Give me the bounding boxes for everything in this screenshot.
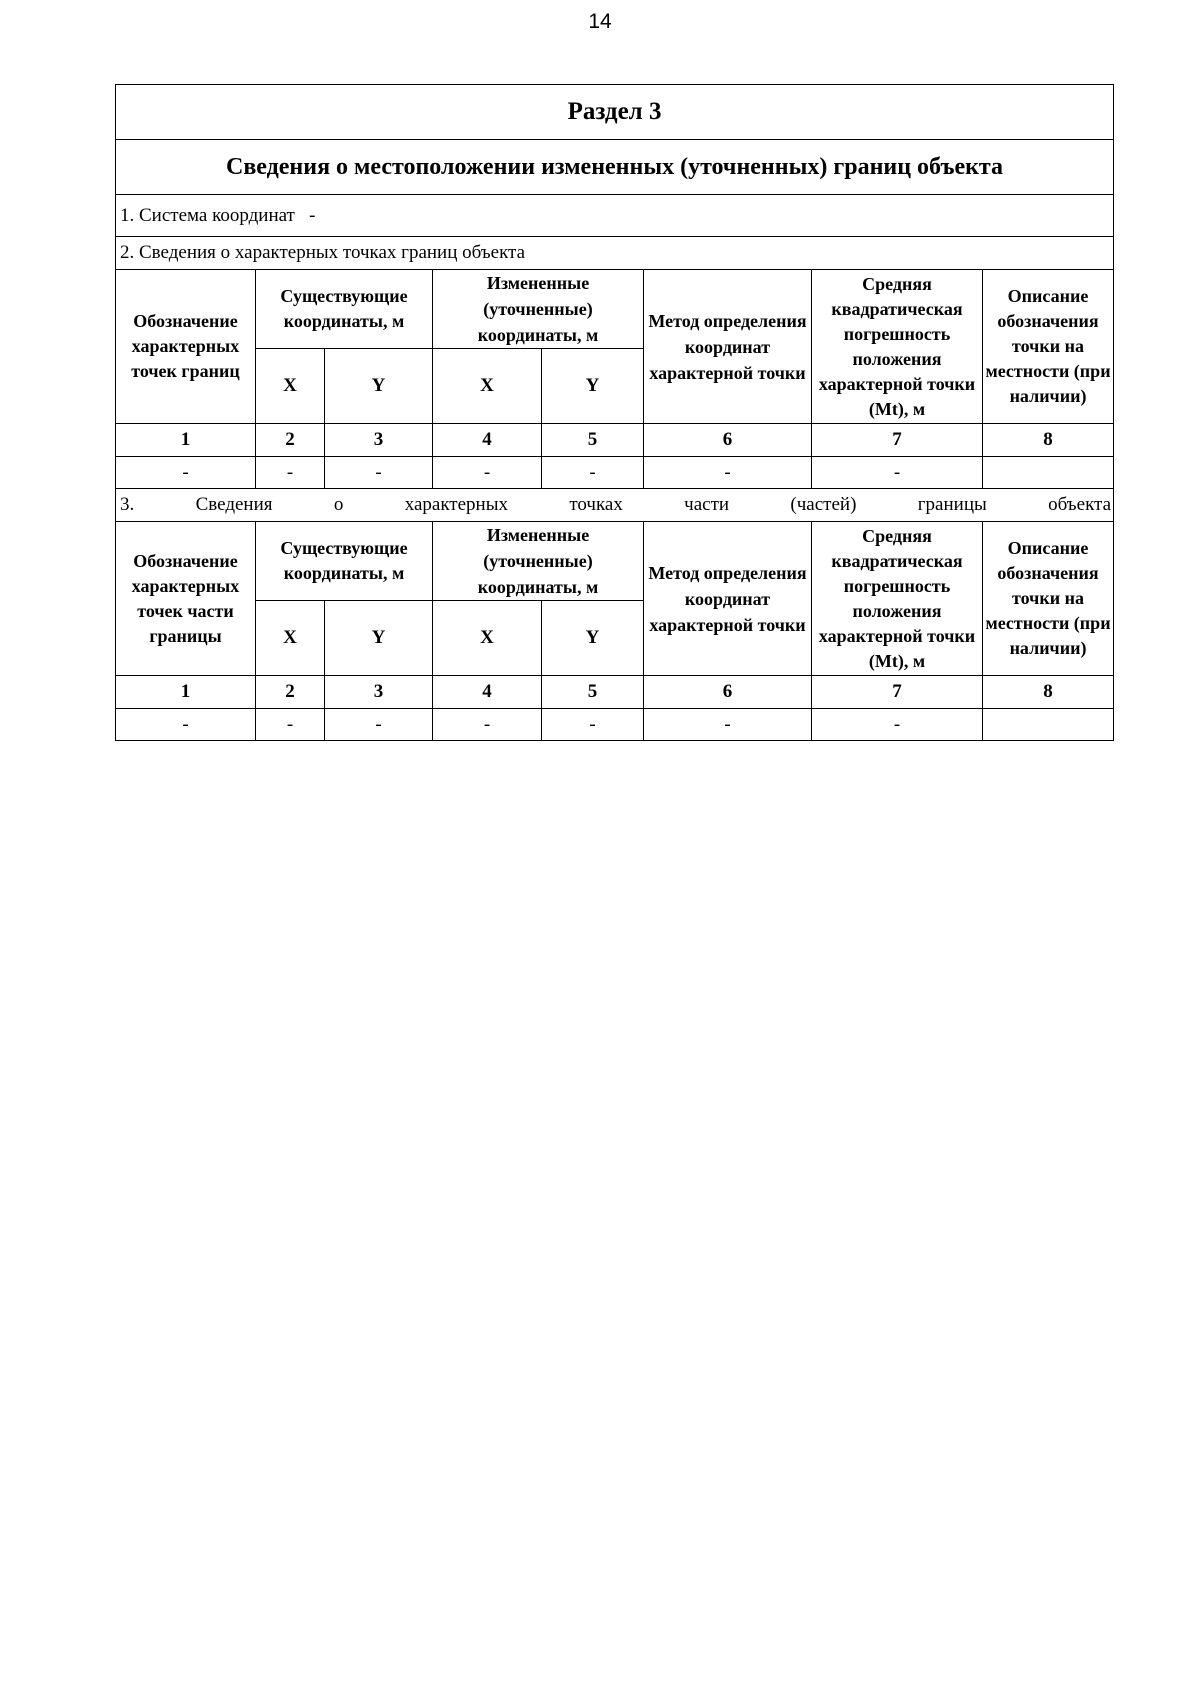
table1-header-y-changed: Y bbox=[542, 349, 644, 424]
table2-col-number: 6 bbox=[644, 676, 812, 709]
table1-header-y-existing: Y bbox=[325, 349, 433, 424]
table1-cell: - bbox=[325, 457, 433, 489]
table2-cell: - bbox=[256, 709, 325, 741]
coord-system-line bbox=[116, 195, 1114, 237]
page-number: 14 bbox=[588, 10, 612, 33]
table1-header-x-changed: X bbox=[433, 349, 542, 424]
section-heading: Сведения о местоположении измененных (уточненных) границ объекта bbox=[116, 140, 1114, 195]
table-row bbox=[116, 457, 1114, 489]
table1-cell: - bbox=[116, 457, 256, 489]
table2-header-changed: Измененные (уточненные) координаты, м bbox=[433, 522, 644, 601]
table2-col-number: 5 bbox=[542, 676, 644, 709]
table2-cell: - bbox=[116, 709, 256, 741]
table1-header-designation: Обозначение характерных точек границ bbox=[116, 270, 256, 424]
table2-number-row bbox=[116, 676, 1114, 709]
table1-col-number: 1 bbox=[116, 424, 256, 457]
table1-header-existing: Существующие координаты, м bbox=[256, 270, 433, 349]
table1-header-description: Описание обозначения точки на местности (при наличии) bbox=[983, 270, 1114, 424]
table2-cell: - bbox=[812, 709, 983, 741]
table2-header-existing: Существующие координаты, м bbox=[256, 522, 433, 601]
table2-col-number: 3 bbox=[325, 676, 433, 709]
table2-cell: - bbox=[433, 709, 542, 741]
table2-header-designation: Обозначение характерных точек части границы bbox=[116, 522, 256, 676]
table1-caption: 2. Сведения о характерных точках границ объекта bbox=[116, 237, 1114, 270]
table1-col-number: 6 bbox=[644, 424, 812, 457]
table1-header-x-existing: X bbox=[256, 349, 325, 424]
boundary-info-table bbox=[115, 84, 1114, 741]
table2-header-x-changed: X bbox=[433, 601, 542, 676]
table1-header-changed: Измененные (уточненные) координаты, м bbox=[433, 270, 644, 349]
table2-header-description: Описание обозначения точки на местности (при наличии) bbox=[983, 522, 1114, 676]
table2-col-number: 1 bbox=[116, 676, 256, 709]
table2-caption: 3. Сведения о характерных точках части (частей) границы объекта bbox=[116, 489, 1114, 522]
table-row bbox=[116, 709, 1114, 741]
table2-header-error: Средняя квадратическая погрешность положения характерной точки (Mt), м bbox=[812, 522, 983, 676]
section-title: Раздел 3 bbox=[116, 85, 1114, 140]
table1-col-number: 8 bbox=[983, 424, 1114, 457]
table2-cell bbox=[983, 709, 1114, 741]
table1-col-number: 4 bbox=[433, 424, 542, 457]
table1-col-number: 3 bbox=[325, 424, 433, 457]
table2-header-y-existing: Y bbox=[325, 601, 433, 676]
table1-cell: - bbox=[812, 457, 983, 489]
table2-header-y-changed: Y bbox=[542, 601, 644, 676]
table1-cell: - bbox=[256, 457, 325, 489]
table1-col-number: 2 bbox=[256, 424, 325, 457]
table2-col-number: 2 bbox=[256, 676, 325, 709]
coord-system-label: 1. Система координат bbox=[120, 204, 295, 226]
table1-cell: - bbox=[433, 457, 542, 489]
table2-cell: - bbox=[325, 709, 433, 741]
table2-header-method: Метод определения координат характерной точки bbox=[644, 522, 812, 676]
table1-header-error: Средняя квадратическая погрешность положения характерной точки (Mt), м bbox=[812, 270, 983, 424]
table2-col-number: 8 bbox=[983, 676, 1114, 709]
table1-cell: - bbox=[644, 457, 812, 489]
table2-col-number: 4 bbox=[433, 676, 542, 709]
table1-cell: - bbox=[542, 457, 644, 489]
table2-col-number: 7 bbox=[812, 676, 983, 709]
table1-cell bbox=[983, 457, 1114, 489]
table1-col-number: 5 bbox=[542, 424, 644, 457]
table1-col-number: 7 bbox=[812, 424, 983, 457]
coord-system-value: - bbox=[309, 204, 316, 226]
table2-header-x-existing: X bbox=[256, 601, 325, 676]
table2-cell: - bbox=[644, 709, 812, 741]
table1-number-row bbox=[116, 424, 1114, 457]
table2-cell: - bbox=[542, 709, 644, 741]
table1-header-method: Метод определения координат характерной точки bbox=[644, 270, 812, 424]
